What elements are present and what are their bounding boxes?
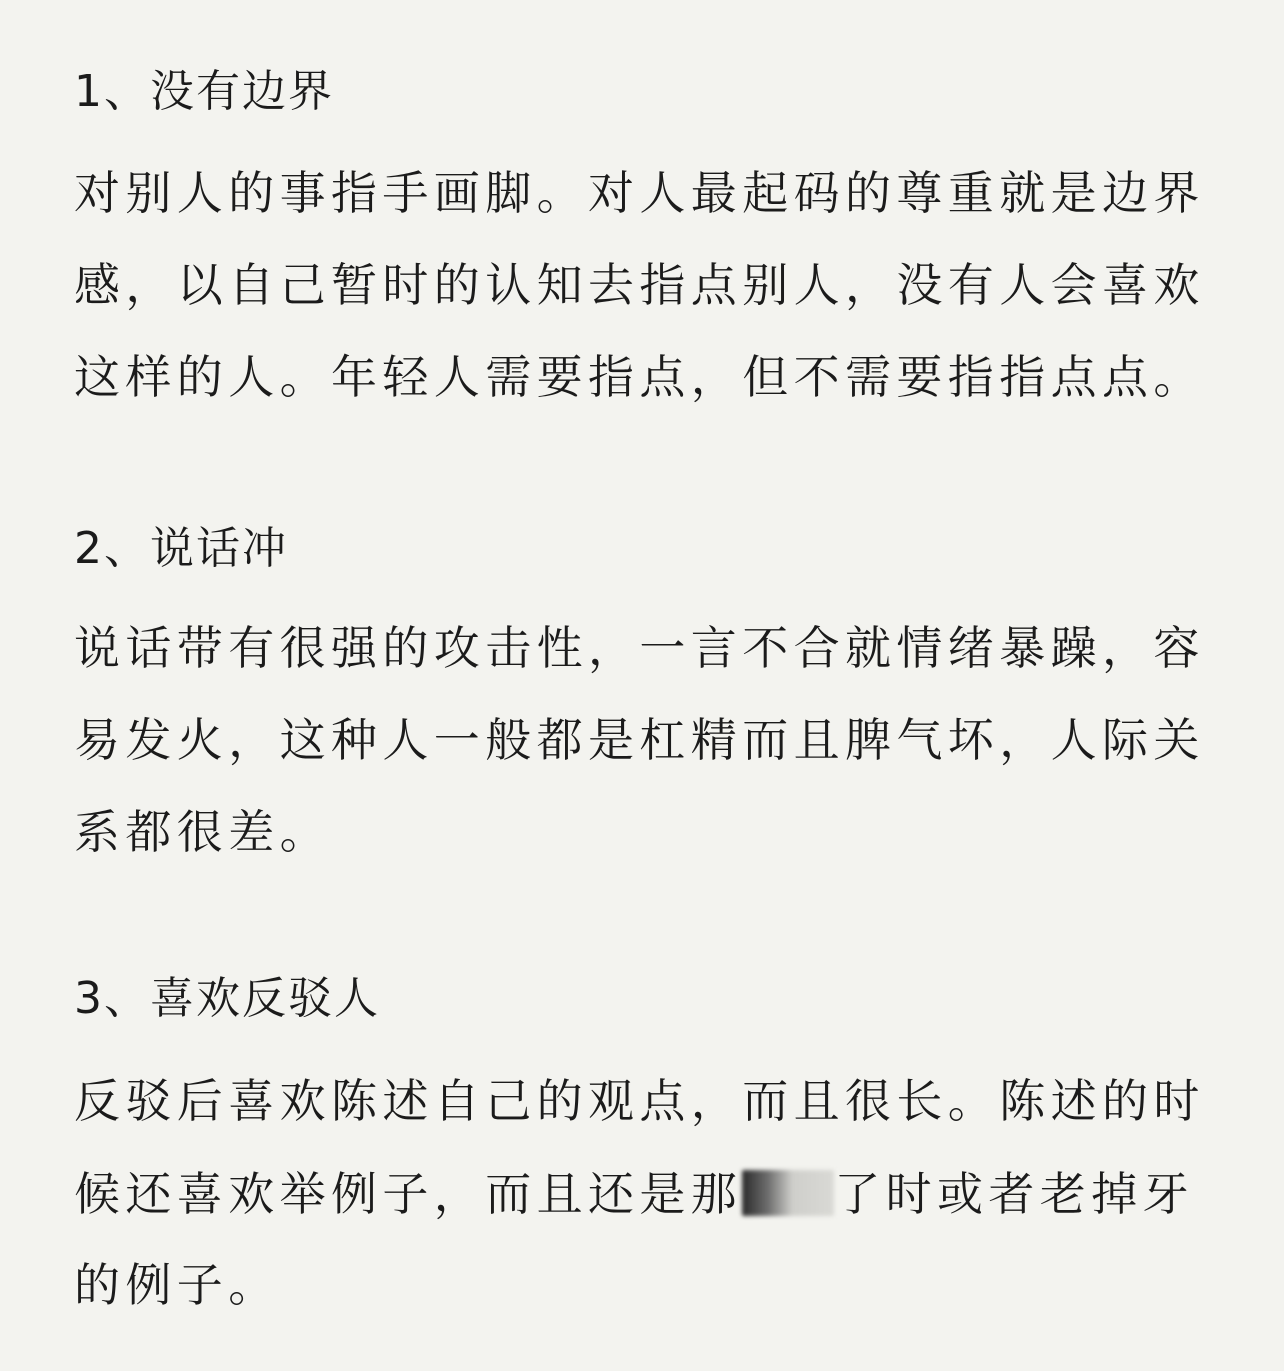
section-2-line-2: 易发火，这种人一般都是杠精而且脾气坏，人际关 — [74, 713, 1205, 767]
section-1-line-1: 对别人的事指手画脚。对人最起码的尊重就是边界 — [74, 166, 1205, 220]
section-3-line-3: 的例子。 — [74, 1258, 280, 1312]
section-3-line-2 — [74, 1167, 1195, 1221]
section-1-line-3: 这样的人。年轻人需要指点，但不需要指指点点。 — [74, 350, 1205, 404]
section-2-line-1: 说话带有很强的攻击性，一言不合就情绪暴躁，容 — [74, 621, 1205, 675]
section-3-heading: 3、喜欢反驳人 — [74, 973, 380, 1024]
section-2-heading: 2、说话冲 — [74, 523, 288, 574]
section-1-heading: 1、没有边界 — [74, 66, 334, 117]
section-2-line-3: 系都很差。 — [74, 805, 331, 859]
section-1-line-2: 感，以自己暂时的认知去指点别人，没有人会喜欢 — [74, 258, 1205, 312]
section-3-line-1: 反驳后喜欢陈述自己的观点，而且很长。陈述的时 — [74, 1074, 1205, 1128]
section-3-line-2-before: 候还喜欢举例子，而且还是那 — [74, 1167, 743, 1221]
section-3-line-2-after: 了时或者老掉牙 — [834, 1167, 1195, 1221]
blurred-text-patch — [742, 1170, 834, 1216]
